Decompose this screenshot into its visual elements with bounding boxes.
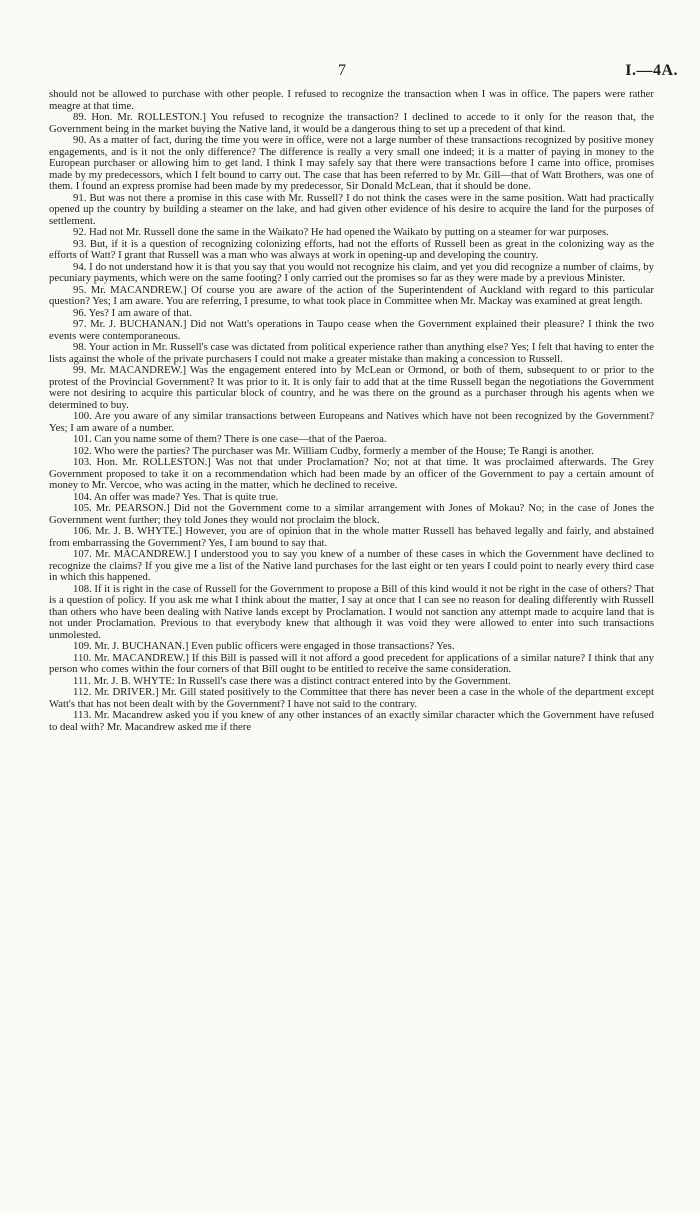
paragraph-q100: 100. Are you aware of any similar transactions between Europeans and Natives which have not been recognized by the Government? Yes; I am aware of a number.: [49, 410, 654, 434]
paragraph-q111: 111. Mr. J. B. WHYTE: In Russell's case there was a distinct contract entered into by the Government.: [73, 674, 511, 687]
paragraph-q99: 99. Mr. MACANDREW.] Was the engagement entered into by McLean or Ormond, or both of them, subsequent to or prior to the protest of the Provincial Government? It was prior to it. It is only fair to add that at the time Russell began the negotiations the Government were not desiring to acquire this particular block of country, and he was there on the ground as a purchaser through his agents when we determined to buy.: [49, 364, 654, 411]
paragraph-q90: 90. As a matter of fact, during the time you were in office, were not a large number of these transactions recognized by positive money engagements, and is it not the only difference? The difference is really a very small one indeed; it is a matter of paying in money to the European purchaser or allowing him to get land. I think I may safely say that there were transactions before I came into office, promises made by my predecessors, which I felt bound to carry out. The case that has been referred to by Mr. Gill—that of Watt Brothers, was one of them. I found an express promise had been made by my predecessor, Sir Donald McLean, that it should be done.: [49, 134, 654, 192]
paragraph-q102: 102. Who were the parties? The purchaser was Mr. William Cudby, formerly a member of the House; Te Rangi is another.: [73, 444, 594, 457]
paper-reference: I.—4A.: [625, 62, 678, 79]
paragraph-q112: 112. Mr. DRIVER.] Mr. Gill stated positively to the Committee that there has never been a case in the whole of the department except Watt's that has not been dealt with by the Government? I have not said to the contrary.: [49, 686, 654, 710]
paragraph-q97: 97. Mr. J. BUCHANAN.] Did not Watt's operations in Taupo cease when the Government explained their pleasure? I think the two events were contemporaneous.: [49, 318, 654, 342]
paragraph-q96: 96. Yes? I am aware of that.: [73, 306, 193, 319]
page-number: 7: [338, 62, 346, 79]
paragraph-q92: 92. Had not Mr. Russell done the same in the Waikato? He had opened the Waikato by putting on a steamer for war purposes.: [73, 226, 609, 238]
paragraph-q107: 107. Mr. MACANDREW.] I understood you to say you knew of a number of these cases in which the Government have declined to recognize the claims? If you give me a list of the Native land purchases for the last eight or ten years I could point to nearly every third case in which this happened.: [49, 548, 654, 583]
paragraph-q105: 105. Mr. PEARSON.] Did not the Government come to a similar arrangement with Jones of Mokau? No; in the case of Jones the Government went further; they told Jones they would not proclaim the block.: [49, 502, 654, 526]
page-header: [0, 62, 700, 82]
body-text: [49, 89, 654, 733]
paragraph-q110: 110. Mr. MACANDREW.] If this Bill is passed will it not afford a good precedent for applications of a similar nature? I think that any person who comes within the four corners of that Bill ought to be entitled to receive the same consideration.: [49, 651, 654, 675]
paragraph-q95: 95. Mr. MACANDREW.] Of course you are aware of the action of the Superintendent of Auckland with regard to this particular question? Yes; I am aware. You are referring, I presume, to what took place in Committee when Mr. Mackay was examined at great length.: [49, 283, 654, 307]
paragraph-q106: 106. Mr. J. B. WHYTE.] However, you are of opinion that in the whole matter Russell has behaved legally and fairly, and abstained from embarrassing the Government? Yes, I am bound to say that.: [49, 525, 654, 549]
paragraph-q103: 103. Hon. Mr. ROLLESTON.] Was not that under Proclamation? No; not at that time. It was proclaimed afterwards. The Grey Government proposed to take it on a recommendation which had been made by an officer of the Government to pay a certain amount of money to Mr. Vercoe, who was acting in the matter, which he declined to receive.: [49, 456, 654, 491]
paragraph-q109: 109. Mr. J. BUCHANAN.] Even public officers were engaged in those transactions? Yes.: [73, 640, 455, 652]
paragraph-q91: 91. But was not there a promise in this case with Mr. Russell? I do not think the cases were in the same position. Watt had practically opened up the country by building a steamer on the lake, and had given other evidence of his desire to acquire the land for the purposes of settlement.: [49, 191, 654, 227]
paragraph-q104: 104. An offer was made? Yes. That is quite true.: [73, 490, 279, 503]
paragraph-q108: 108. If it is right in the case of Russell for the Government to propose a Bill of this kind would it not be right in the case of others? That is a question of policy. If you ask me what I think about the matter, I say at once that I can see no reason for dealing differently with Russell than others who have been dealing with Native lands except by Proclamation. I would not sanction any attempt made to acquire land that is not under Proclamation. Previous to that everybody knew that although it was void they were allowed to enter into such transactions unmolested.: [49, 582, 654, 641]
paragraph-q113: 113. Mr. Macandrew asked you if you knew of any other instances of an exactly similar character which the Government have refused to deal with? Mr. Macandrew asked me if there: [49, 709, 654, 733]
paragraph-q101: 101. Can you name some of them? There is one case—that of the Paeroa.: [73, 433, 387, 445]
paragraph-q93: 93. But, if it is a question of recognizing colonizing efforts, had not the efforts of Russell been as great in the colonizing way as the efforts of Watt? I grant that Russell was a man who was always at work in opening-up and developing the country.: [49, 237, 654, 261]
paragraph-q94: 94. I do not understand how it is that you say that you would not recognize his claim, and yet you did recognize a number of claims, by pecuniary payments, which were on the same footing? I only carried out the promises so far as they were made by a previous Minister.: [49, 260, 654, 284]
paragraph-q89: 89. Hon. Mr. ROLLESTON.] You refused to recognize the transaction? I declined to accede to it only for the reason that, the Government being in the market buying the Native land, it would be a dangerous thing to set up a precedent of that kind.: [49, 111, 654, 135]
paragraph-q98: 98. Your action in Mr. Russell's case was dictated from political experience rather than anything else? Yes; I felt that having to enter the lists against the whole of the private purchasers I could not make a greater mistake than making a concession to Russell.: [49, 341, 654, 365]
paragraph-continued: should not be allowed to purchase with other people. I refused to recognize the transaction when I was in office. The papers were rather meagre at that time.: [49, 88, 654, 112]
